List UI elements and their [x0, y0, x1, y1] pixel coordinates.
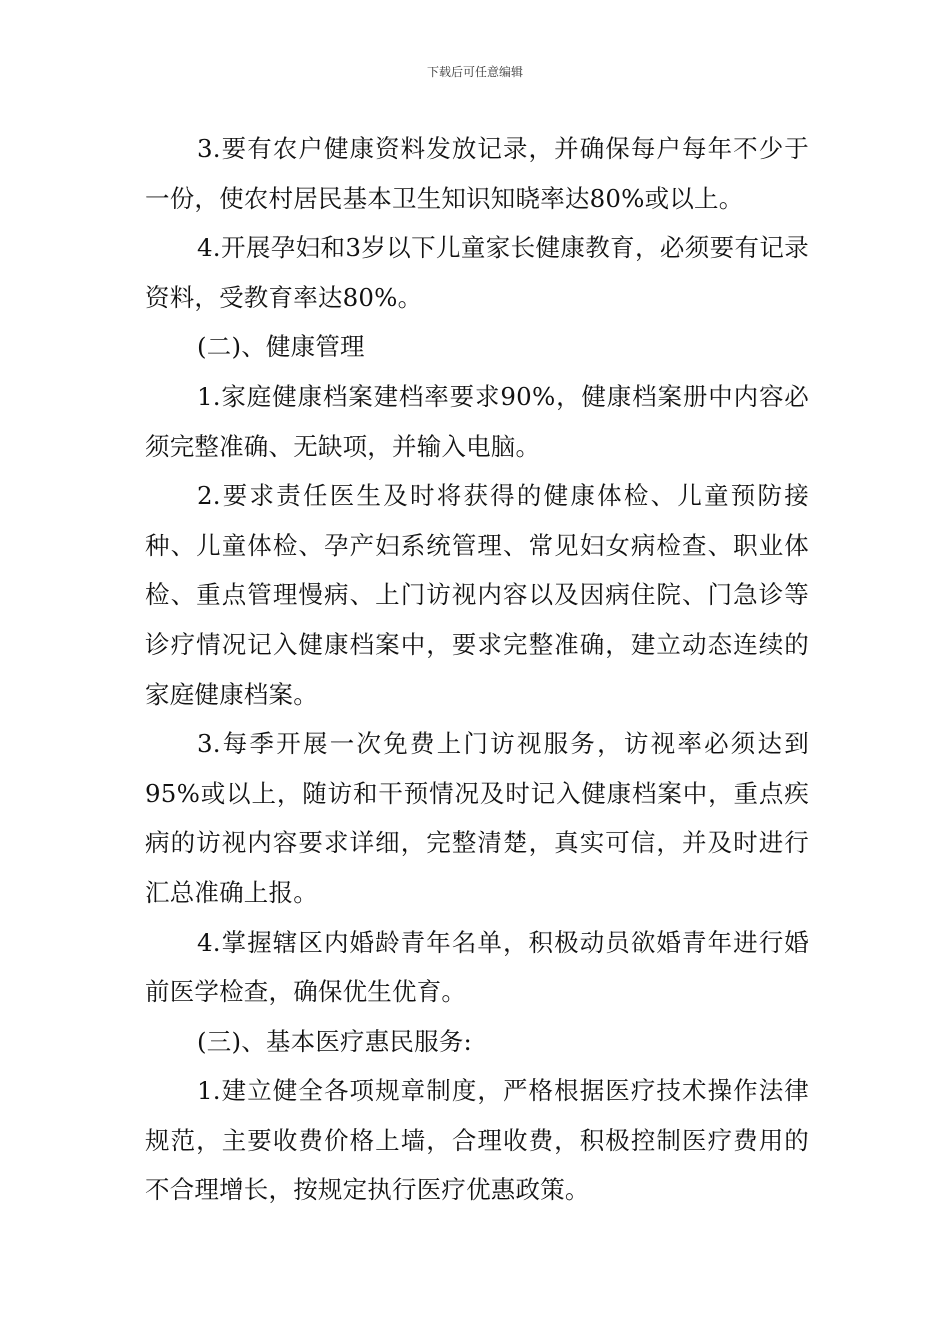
document-body — [145, 124, 809, 1215]
paragraph-rules-and-fees: 1.建立健全各项规章制度，严格根据医疗技术操作法律规范，主要收费价格上墙，合理收费，积极控制医疗费用的不合理增长，按规定执行医疗优惠政策。 — [145, 1076, 809, 1205]
paragraph-record-updates: 2.要求责任医生及时将获得的健康体检、儿童预防接种、儿童体检、孕产妇系统管理、常见妇女病检查、职业体检、重点管理慢病、上门访视内容以及因病住院、门急诊等诊疗情况记入健康档案中，要求完整准确，建立动态连续的家庭健康档案。 — [145, 481, 809, 709]
section-heading-basic-medical-service: (三)、基本医疗惠民服务: — [197, 1026, 472, 1056]
paragraph-premarital-check: 4.掌握辖区内婚龄青年名单，积极动员欲婚青年进行婚前医学检查，确保优生优育。 — [145, 927, 809, 1007]
page-header: 下载后可任意编辑 — [426, 65, 523, 79]
paragraph-home-visits: 3.每季开展一次免费上门访视服务，访视率必须达到95%或以上，随访和干预情况及时记入健康档案中，重点疾病的访视内容要求详细，完整清楚，真实可信，并及时进行汇总准确上报。 — [145, 729, 809, 907]
paragraph-health-records-rate: 1.家庭健康档案建档率要求90%，健康档案册中内容必须完整准确、无缺项，并输入电脑。 — [145, 381, 809, 461]
paragraph-maternal-child-education: 4.开展孕妇和3岁以下儿童家长健康教育，必须要有记录资料，受教育率达80%。 — [145, 233, 809, 312]
section-heading-health-management: (二)、健康管理 — [197, 332, 365, 362]
paragraph-health-materials: 3.要有农户健康资料发放记录，并确保每户每年不少于一份，使农村居民基本卫生知识知晓率达80%或以上。 — [145, 134, 809, 213]
